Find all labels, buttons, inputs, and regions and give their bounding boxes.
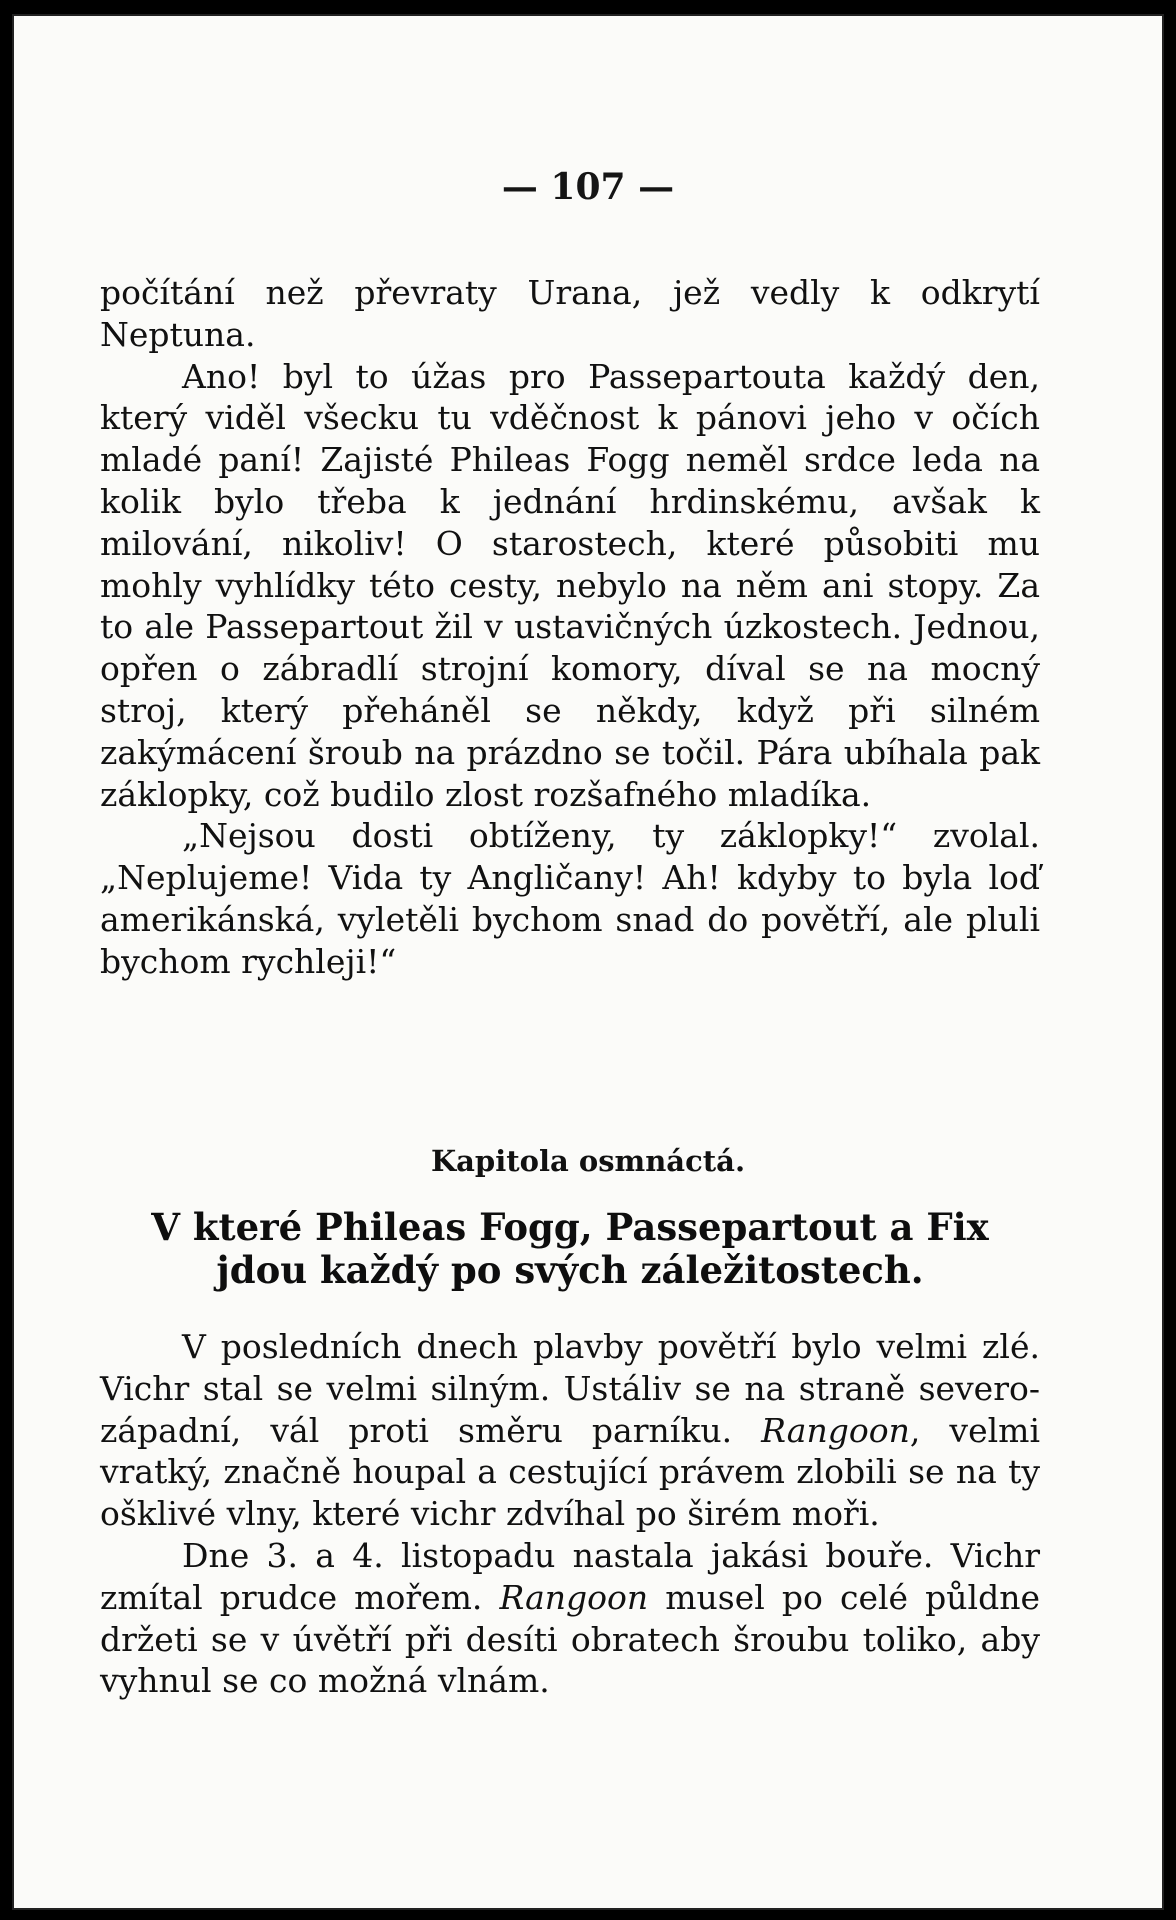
paragraph-storm-days — [100, 1326, 1040, 1535]
paragraph-quote: „Nejsou dosti obtíženy, ty záklopky!“ zvolal. „Neplujeme! Vida ty Angličany! Ah! kdyby to byla loď amerikánská, vyletěli bychom snad do povětří, ale pluli bychom rychleji!“ — [100, 816, 1040, 981]
paragraph-continuation: počítání než převraty Urana, jež vedly k odkrytí Neptuna. — [100, 273, 1040, 354]
chapter-title: V které Phileas Fogg, Passepartout a Fix jdou každý po svých záležitostech. — [151, 1205, 989, 1292]
paragraph-november-storm-start: Dne 3. a 4. listopadu nastala jakási bouře. Vichr zmítal prudce mořem. — [100, 1535, 1040, 1617]
paragraph-storm-days-start: V posledních dnech plavby povětří bylo velmi zlé. Vichr stal se velmi silným. Ustáliv se na straně severo-západní, vál proti směru parníku. — [100, 1327, 1040, 1450]
page-number: — 107 — — [501, 166, 675, 208]
ship-name: Rangoon — [761, 1410, 910, 1450]
paragraph-storm-days-end: , velmi vratký, značně houpal a cestující právem zlobili se na ty ošklivé vlny, které vichr zdvíhal po širém moři. — [100, 1410, 1040, 1534]
paragraph-november-storm — [100, 1535, 1040, 1702]
chapter-number: Kapitola osmnáctá. — [430, 1144, 746, 1178]
paragraph-ano: Ano! byl to úžas pro Passepartouta každý den, který viděl všecku tu vděčnost k pánovi jeho v očích mladé paní! Zajisté Phileas Fogg neměl srdce leda na kolik bylo třeba k jednání hrdinskému, avšak k milování, nikoliv! O starostech, které působiti mu mohly vyhlídky této cesty, nebylo na něm ani stopy. Za to ale Passepartout žil v ustavičných úzkostech. Jednou, opřen o zábradlí strojní komory, díval se na mocný stroj, který přeháněl se někdy, když při silném zakýmácení šroub na prázdno se točil. Pára ubíhala pak záklopky, což budilo zlost rozšafného mladíka. — [100, 356, 1040, 814]
ship-name: Rangoon — [499, 1577, 649, 1617]
body-text-bottom — [100, 1326, 1040, 1702]
paragraph-november-storm-end: musel po celé půldne držeti se v úvětří při desíti obratech šroubu toliko, aby vyhnul se co možná vlnám. — [100, 1577, 1040, 1701]
book-page — [12, 14, 1164, 1910]
body-text-top — [100, 272, 1040, 983]
